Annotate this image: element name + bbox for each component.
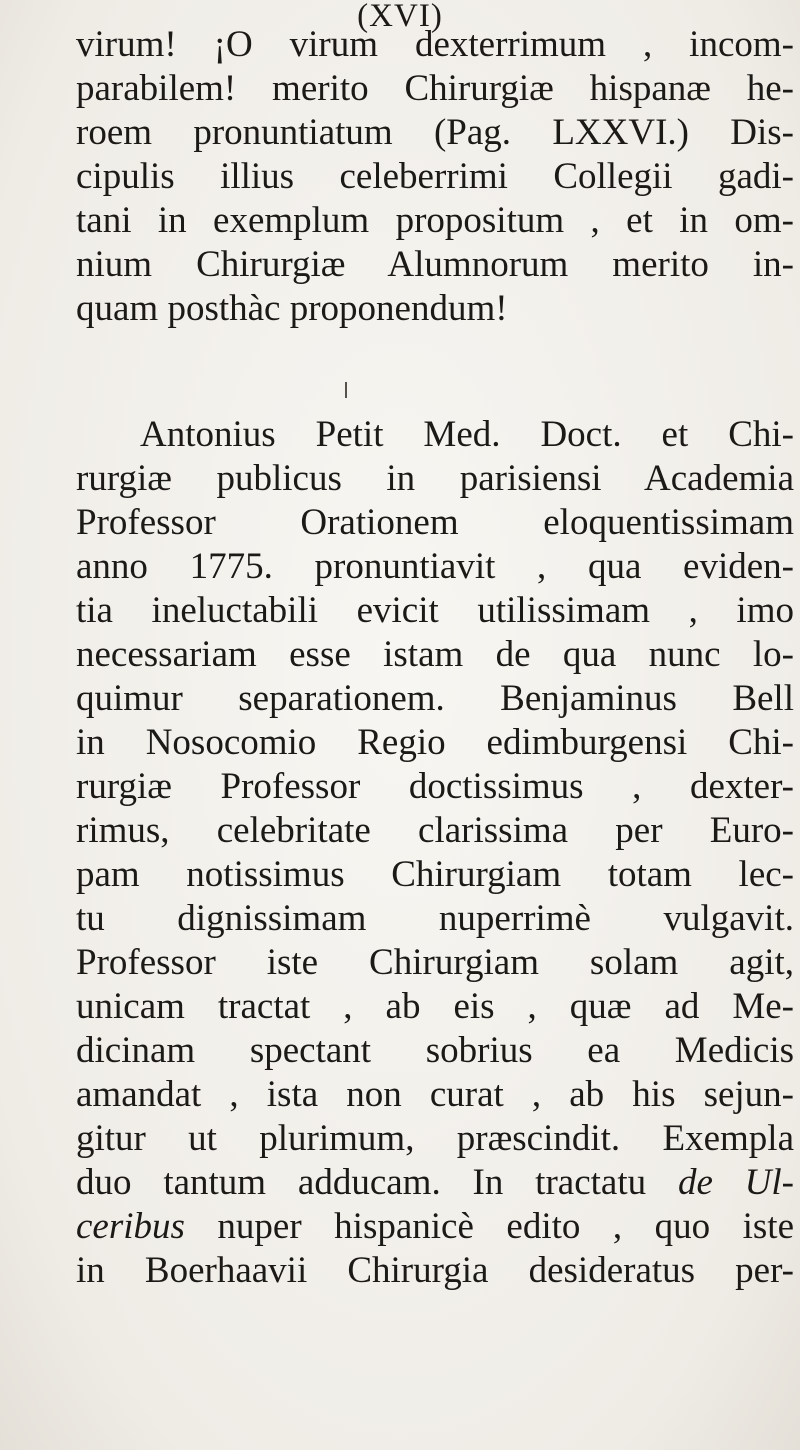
text-line: rimus, celebritate clarissima per Euro- [76,810,794,851]
text-line: Antonius Petit Med. Doct. et Chi- [140,414,794,455]
text-line: anno 1775. pronuntiavit , qua eviden- [76,546,794,587]
text-line: necessariam esse istam de qua nunc lo- [76,634,794,675]
text-line-mixed [76,1205,794,1249]
text-line: pam notissimus Chirurgiam totam lec- [76,854,794,895]
text-line: unicam tractat , ab eis , quæ ad Me- [76,986,794,1027]
text-line: dicinam spectant sobrius ea Medicis [76,1030,794,1071]
text-line: quam posthàc proponendum! [76,288,508,329]
text-line: cipulis illius celeberrimi Collegii gadi- [76,156,794,197]
page-number-header: (XVI) [357,0,443,34]
text-line: in Nosocomio Regio edimburgensi Chi- [76,722,794,763]
text-line: Professor iste Chirurgiam solam agit, [76,942,794,983]
text-line: quimur separationem. Benjaminus Bell [76,678,794,719]
text-line: tu dignissimam nuperrimè vulgavit. [76,898,794,939]
text-line: parabilem! merito Chirurgiæ hispanæ he- [76,68,794,109]
text-line: rurgiæ Professor doctissimus , dexter- [76,766,794,807]
italic-phrase: ceribus [76,1206,185,1247]
text-line: roem pronuntiatum (Pag. LXXVI.) Dis- [76,112,794,153]
text-line: tani in exemplum propositum , et in om- [76,200,794,241]
stray-ink-mark [345,382,347,398]
text-span: nuper hispanicè edito , quo iste [184,1206,794,1247]
text-line: tia ineluctabili evicit utilissimam , imo [76,590,794,631]
text-line: in Boerhaavii Chirurgia desideratus per- [76,1250,794,1291]
text-line: Professor Orationem eloquentissimam [76,502,794,543]
text-line: virum! ¡O virum dexterrimum , incom- [76,24,794,65]
text-line: nium Chirurgiæ Alumnorum merito in- [76,244,794,285]
text-line-mixed [76,1161,794,1205]
italic-phrase: de Ul- [677,1162,795,1203]
text-line: gitur ut plurimum, præscindit. Exempla [76,1118,794,1159]
text-line: amandat , ista non curat , ab his sejun- [76,1074,794,1115]
text-line: rurgiæ publicus in parisiensi Academia [76,458,794,499]
text-span: duo tantum adducam. In tractatu [76,1162,647,1203]
stray-mark-text [340,370,344,388]
